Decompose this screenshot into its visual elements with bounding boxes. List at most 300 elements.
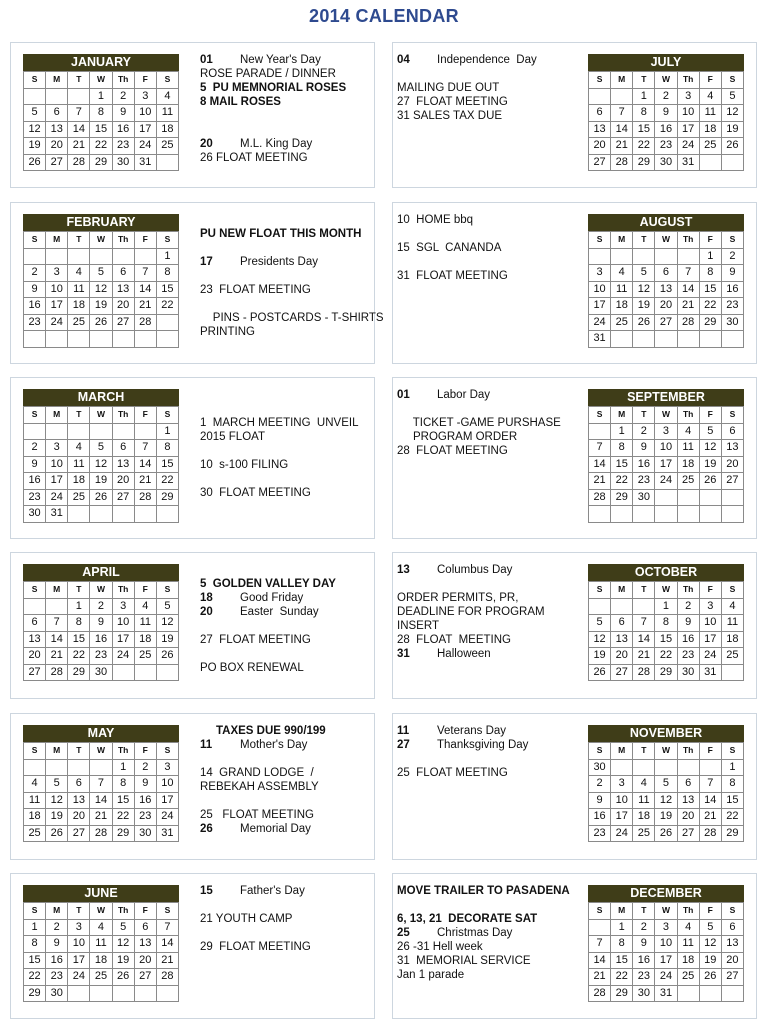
day-cell[interactable]: 18 xyxy=(633,809,655,826)
day-cell[interactable]: 8 xyxy=(633,105,655,122)
day-cell[interactable]: 27 xyxy=(611,664,633,681)
day-cell[interactable]: 29 xyxy=(112,825,134,842)
day-cell[interactable]: 25 xyxy=(68,489,90,506)
day-cell[interactable]: 19 xyxy=(589,648,611,665)
day-cell[interactable]: 13 xyxy=(677,792,699,809)
day-cell[interactable]: 18 xyxy=(156,121,178,138)
day-cell[interactable]: 10 xyxy=(611,792,633,809)
day-cell[interactable]: 17 xyxy=(134,121,156,138)
day-cell[interactable]: 21 xyxy=(589,969,611,986)
day-cell[interactable]: 23 xyxy=(112,138,134,155)
day-cell[interactable]: 14 xyxy=(156,936,178,953)
day-cell[interactable]: 18 xyxy=(611,298,633,315)
day-cell[interactable]: 19 xyxy=(699,456,721,473)
day-cell[interactable]: 31 xyxy=(699,664,721,681)
day-cell[interactable]: 15 xyxy=(24,952,46,969)
day-cell[interactable]: 23 xyxy=(24,314,46,331)
day-cell[interactable]: 9 xyxy=(677,615,699,632)
day-cell[interactable]: 4 xyxy=(68,440,90,457)
day-cell[interactable]: 25 xyxy=(68,314,90,331)
day-cell[interactable]: 31 xyxy=(655,985,677,1002)
day-cell[interactable]: 1 xyxy=(611,423,633,440)
day-cell[interactable]: 9 xyxy=(655,105,677,122)
day-cell[interactable]: 26 xyxy=(90,489,112,506)
day-cell[interactable]: 25 xyxy=(633,825,655,842)
day-cell[interactable]: 25 xyxy=(611,314,633,331)
day-cell[interactable]: 29 xyxy=(655,664,677,681)
day-cell[interactable]: 3 xyxy=(677,88,699,105)
day-cell[interactable]: 5 xyxy=(156,598,178,615)
day-cell[interactable]: 3 xyxy=(46,265,68,282)
day-cell[interactable]: 3 xyxy=(655,919,677,936)
day-cell[interactable]: 22 xyxy=(90,138,112,155)
day-cell[interactable]: 26 xyxy=(90,314,112,331)
day-cell[interactable]: 14 xyxy=(46,631,68,648)
day-cell[interactable]: 9 xyxy=(633,440,655,457)
day-cell[interactable]: 21 xyxy=(46,648,68,665)
day-cell[interactable]: 6 xyxy=(611,615,633,632)
day-cell[interactable]: 10 xyxy=(589,281,611,298)
day-cell[interactable]: 29 xyxy=(68,664,90,681)
day-cell[interactable]: 7 xyxy=(134,265,156,282)
day-cell[interactable]: 15 xyxy=(633,121,655,138)
day-cell[interactable]: 10 xyxy=(46,456,68,473)
day-cell[interactable]: 10 xyxy=(156,776,178,793)
day-cell[interactable]: 14 xyxy=(134,281,156,298)
day-cell[interactable]: 24 xyxy=(655,969,677,986)
day-cell[interactable]: 31 xyxy=(46,506,68,523)
day-cell[interactable]: 17 xyxy=(611,809,633,826)
day-cell[interactable]: 4 xyxy=(156,88,178,105)
day-cell[interactable]: 15 xyxy=(721,792,743,809)
day-cell[interactable]: 10 xyxy=(112,615,134,632)
day-cell[interactable]: 15 xyxy=(90,121,112,138)
day-cell[interactable]: 5 xyxy=(699,423,721,440)
day-cell[interactable]: 23 xyxy=(589,825,611,842)
day-cell[interactable]: 14 xyxy=(589,456,611,473)
day-cell[interactable]: 27 xyxy=(677,825,699,842)
day-cell[interactable]: 12 xyxy=(699,936,721,953)
day-cell[interactable]: 22 xyxy=(721,809,743,826)
day-cell[interactable]: 11 xyxy=(677,440,699,457)
day-cell[interactable]: 6 xyxy=(655,265,677,282)
day-cell[interactable]: 21 xyxy=(699,809,721,826)
day-cell[interactable]: 14 xyxy=(677,281,699,298)
day-cell[interactable]: 30 xyxy=(633,489,655,506)
day-cell[interactable]: 13 xyxy=(589,121,611,138)
day-cell[interactable]: 1 xyxy=(633,88,655,105)
day-cell[interactable]: 26 xyxy=(24,154,46,171)
day-cell[interactable]: 19 xyxy=(24,138,46,155)
day-cell[interactable]: 26 xyxy=(699,473,721,490)
day-cell[interactable]: 13 xyxy=(134,936,156,953)
day-cell[interactable]: 25 xyxy=(24,825,46,842)
day-cell[interactable]: 6 xyxy=(68,776,90,793)
day-cell[interactable]: 27 xyxy=(68,825,90,842)
day-cell[interactable]: 6 xyxy=(677,776,699,793)
day-cell[interactable]: 19 xyxy=(156,631,178,648)
day-cell[interactable]: 22 xyxy=(156,473,178,490)
day-cell[interactable]: 1 xyxy=(156,248,178,265)
day-cell[interactable]: 3 xyxy=(46,440,68,457)
day-cell[interactable]: 11 xyxy=(721,615,743,632)
day-cell[interactable]: 28 xyxy=(677,314,699,331)
day-cell[interactable]: 19 xyxy=(90,298,112,315)
day-cell[interactable]: 26 xyxy=(589,664,611,681)
day-cell[interactable]: 3 xyxy=(112,598,134,615)
day-cell[interactable]: 10 xyxy=(677,105,699,122)
day-cell[interactable]: 23 xyxy=(633,969,655,986)
day-cell[interactable]: 5 xyxy=(589,615,611,632)
day-cell[interactable]: 15 xyxy=(112,792,134,809)
day-cell[interactable]: 24 xyxy=(46,314,68,331)
day-cell[interactable]: 7 xyxy=(677,265,699,282)
day-cell[interactable]: 28 xyxy=(633,664,655,681)
day-cell[interactable]: 17 xyxy=(112,631,134,648)
day-cell[interactable]: 29 xyxy=(611,489,633,506)
day-cell[interactable]: 23 xyxy=(90,648,112,665)
day-cell[interactable]: 25 xyxy=(134,648,156,665)
day-cell[interactable]: 10 xyxy=(699,615,721,632)
day-cell[interactable]: 5 xyxy=(721,88,743,105)
day-cell[interactable]: 7 xyxy=(90,776,112,793)
day-cell[interactable]: 15 xyxy=(611,952,633,969)
day-cell[interactable]: 24 xyxy=(134,138,156,155)
day-cell[interactable]: 18 xyxy=(90,952,112,969)
day-cell[interactable]: 10 xyxy=(655,440,677,457)
day-cell[interactable]: 6 xyxy=(112,440,134,457)
day-cell[interactable]: 9 xyxy=(633,936,655,953)
day-cell[interactable]: 12 xyxy=(112,936,134,953)
day-cell[interactable]: 6 xyxy=(112,265,134,282)
day-cell[interactable]: 17 xyxy=(46,473,68,490)
day-cell[interactable]: 21 xyxy=(611,138,633,155)
day-cell[interactable]: 7 xyxy=(589,936,611,953)
day-cell[interactable]: 10 xyxy=(134,105,156,122)
day-cell[interactable]: 30 xyxy=(633,985,655,1002)
day-cell[interactable]: 17 xyxy=(46,298,68,315)
day-cell[interactable]: 29 xyxy=(633,154,655,171)
day-cell[interactable]: 4 xyxy=(611,265,633,282)
day-cell[interactable]: 3 xyxy=(699,598,721,615)
day-cell[interactable]: 20 xyxy=(134,952,156,969)
day-cell[interactable]: 13 xyxy=(721,936,743,953)
day-cell[interactable]: 26 xyxy=(655,825,677,842)
day-cell[interactable]: 5 xyxy=(46,776,68,793)
day-cell[interactable]: 14 xyxy=(611,121,633,138)
day-cell[interactable]: 28 xyxy=(589,985,611,1002)
day-cell[interactable]: 3 xyxy=(655,423,677,440)
day-cell[interactable]: 16 xyxy=(655,121,677,138)
day-cell[interactable]: 9 xyxy=(721,265,743,282)
day-cell[interactable]: 4 xyxy=(24,776,46,793)
day-cell[interactable]: 19 xyxy=(633,298,655,315)
day-cell[interactable]: 20 xyxy=(611,648,633,665)
day-cell[interactable]: 13 xyxy=(68,792,90,809)
day-cell[interactable]: 7 xyxy=(156,919,178,936)
day-cell[interactable]: 20 xyxy=(112,473,134,490)
day-cell[interactable]: 14 xyxy=(633,631,655,648)
day-cell[interactable]: 14 xyxy=(589,952,611,969)
day-cell[interactable]: 1 xyxy=(655,598,677,615)
day-cell[interactable]: 29 xyxy=(90,154,112,171)
day-cell[interactable]: 11 xyxy=(677,936,699,953)
day-cell[interactable]: 2 xyxy=(677,598,699,615)
day-cell[interactable]: 1 xyxy=(721,759,743,776)
day-cell[interactable]: 24 xyxy=(677,138,699,155)
day-cell[interactable]: 8 xyxy=(721,776,743,793)
day-cell[interactable]: 20 xyxy=(721,456,743,473)
day-cell[interactable]: 11 xyxy=(90,936,112,953)
day-cell[interactable]: 11 xyxy=(68,281,90,298)
day-cell[interactable]: 16 xyxy=(90,631,112,648)
day-cell[interactable]: 28 xyxy=(68,154,90,171)
day-cell[interactable]: 7 xyxy=(611,105,633,122)
day-cell[interactable]: 8 xyxy=(68,615,90,632)
day-cell[interactable]: 21 xyxy=(134,298,156,315)
day-cell[interactable]: 1 xyxy=(156,423,178,440)
day-cell[interactable]: 22 xyxy=(699,298,721,315)
day-cell[interactable]: 26 xyxy=(633,314,655,331)
day-cell[interactable]: 28 xyxy=(156,969,178,986)
day-cell[interactable]: 24 xyxy=(589,314,611,331)
day-cell[interactable]: 7 xyxy=(633,615,655,632)
day-cell[interactable]: 16 xyxy=(24,473,46,490)
day-cell[interactable]: 20 xyxy=(721,952,743,969)
day-cell[interactable]: 18 xyxy=(699,121,721,138)
day-cell[interactable]: 17 xyxy=(655,952,677,969)
day-cell[interactable]: 19 xyxy=(112,952,134,969)
day-cell[interactable]: 12 xyxy=(90,456,112,473)
day-cell[interactable]: 18 xyxy=(68,298,90,315)
day-cell[interactable]: 5 xyxy=(90,440,112,457)
day-cell[interactable]: 28 xyxy=(46,664,68,681)
day-cell[interactable]: 21 xyxy=(677,298,699,315)
day-cell[interactable]: 1 xyxy=(611,919,633,936)
day-cell[interactable]: 27 xyxy=(589,154,611,171)
day-cell[interactable]: 8 xyxy=(90,105,112,122)
day-cell[interactable]: 21 xyxy=(134,473,156,490)
day-cell[interactable]: 11 xyxy=(156,105,178,122)
day-cell[interactable]: 16 xyxy=(134,792,156,809)
day-cell[interactable]: 12 xyxy=(90,281,112,298)
day-cell[interactable]: 23 xyxy=(134,809,156,826)
day-cell[interactable]: 2 xyxy=(721,248,743,265)
day-cell[interactable]: 17 xyxy=(677,121,699,138)
day-cell[interactable]: 1 xyxy=(90,88,112,105)
day-cell[interactable]: 1 xyxy=(68,598,90,615)
day-cell[interactable]: 15 xyxy=(68,631,90,648)
day-cell[interactable]: 28 xyxy=(699,825,721,842)
day-cell[interactable]: 23 xyxy=(46,969,68,986)
day-cell[interactable]: 21 xyxy=(589,473,611,490)
day-cell[interactable]: 29 xyxy=(721,825,743,842)
day-cell[interactable]: 8 xyxy=(611,936,633,953)
day-cell[interactable]: 23 xyxy=(633,473,655,490)
day-cell[interactable]: 6 xyxy=(24,615,46,632)
day-cell[interactable]: 18 xyxy=(677,952,699,969)
day-cell[interactable]: 14 xyxy=(134,456,156,473)
day-cell[interactable]: 4 xyxy=(677,423,699,440)
day-cell[interactable]: 12 xyxy=(46,792,68,809)
day-cell[interactable]: 15 xyxy=(699,281,721,298)
day-cell[interactable]: 2 xyxy=(90,598,112,615)
day-cell[interactable]: 16 xyxy=(721,281,743,298)
day-cell[interactable]: 4 xyxy=(68,265,90,282)
day-cell[interactable]: 30 xyxy=(721,314,743,331)
day-cell[interactable]: 7 xyxy=(589,440,611,457)
day-cell[interactable]: 11 xyxy=(611,281,633,298)
day-cell[interactable]: 2 xyxy=(112,88,134,105)
day-cell[interactable]: 15 xyxy=(156,281,178,298)
day-cell[interactable]: 19 xyxy=(699,952,721,969)
day-cell[interactable]: 2 xyxy=(46,919,68,936)
day-cell[interactable]: 18 xyxy=(24,809,46,826)
day-cell[interactable]: 19 xyxy=(90,473,112,490)
day-cell[interactable]: 22 xyxy=(655,648,677,665)
day-cell[interactable]: 11 xyxy=(68,456,90,473)
day-cell[interactable]: 20 xyxy=(677,809,699,826)
day-cell[interactable]: 16 xyxy=(633,952,655,969)
day-cell[interactable]: 11 xyxy=(633,792,655,809)
day-cell[interactable]: 20 xyxy=(46,138,68,155)
day-cell[interactable]: 5 xyxy=(633,265,655,282)
day-cell[interactable]: 12 xyxy=(655,792,677,809)
day-cell[interactable]: 22 xyxy=(633,138,655,155)
day-cell[interactable]: 9 xyxy=(112,105,134,122)
day-cell[interactable]: 22 xyxy=(68,648,90,665)
day-cell[interactable]: 22 xyxy=(611,969,633,986)
day-cell[interactable]: 4 xyxy=(134,598,156,615)
day-cell[interactable]: 21 xyxy=(68,138,90,155)
day-cell[interactable]: 20 xyxy=(589,138,611,155)
day-cell[interactable]: 10 xyxy=(68,936,90,953)
day-cell[interactable]: 7 xyxy=(46,615,68,632)
day-cell[interactable]: 1 xyxy=(699,248,721,265)
day-cell[interactable]: 22 xyxy=(112,809,134,826)
day-cell[interactable]: 25 xyxy=(721,648,743,665)
day-cell[interactable]: 26 xyxy=(112,969,134,986)
day-cell[interactable]: 30 xyxy=(655,154,677,171)
day-cell[interactable]: 19 xyxy=(655,809,677,826)
day-cell[interactable]: 21 xyxy=(633,648,655,665)
day-cell[interactable]: 29 xyxy=(156,489,178,506)
day-cell[interactable]: 2 xyxy=(633,919,655,936)
day-cell[interactable]: 14 xyxy=(90,792,112,809)
day-cell[interactable]: 2 xyxy=(655,88,677,105)
day-cell[interactable]: 26 xyxy=(46,825,68,842)
day-cell[interactable]: 27 xyxy=(46,154,68,171)
day-cell[interactable]: 12 xyxy=(24,121,46,138)
day-cell[interactable]: 13 xyxy=(112,281,134,298)
day-cell[interactable]: 26 xyxy=(699,969,721,986)
day-cell[interactable]: 25 xyxy=(677,473,699,490)
day-cell[interactable]: 13 xyxy=(46,121,68,138)
day-cell[interactable]: 4 xyxy=(721,598,743,615)
day-cell[interactable]: 12 xyxy=(156,615,178,632)
day-cell[interactable]: 27 xyxy=(112,314,134,331)
day-cell[interactable]: 12 xyxy=(699,440,721,457)
day-cell[interactable]: 9 xyxy=(24,281,46,298)
day-cell[interactable]: 29 xyxy=(611,985,633,1002)
day-cell[interactable]: 20 xyxy=(655,298,677,315)
day-cell[interactable]: 26 xyxy=(721,138,743,155)
day-cell[interactable]: 16 xyxy=(677,631,699,648)
day-cell[interactable]: 9 xyxy=(589,792,611,809)
day-cell[interactable]: 16 xyxy=(589,809,611,826)
day-cell[interactable]: 17 xyxy=(68,952,90,969)
day-cell[interactable]: 11 xyxy=(699,105,721,122)
day-cell[interactable]: 5 xyxy=(112,919,134,936)
day-cell[interactable]: 4 xyxy=(677,919,699,936)
day-cell[interactable]: 24 xyxy=(68,969,90,986)
day-cell[interactable]: 13 xyxy=(112,456,134,473)
day-cell[interactable]: 8 xyxy=(112,776,134,793)
day-cell[interactable]: 24 xyxy=(611,825,633,842)
day-cell[interactable]: 13 xyxy=(611,631,633,648)
day-cell[interactable]: 23 xyxy=(24,489,46,506)
day-cell[interactable]: 27 xyxy=(655,314,677,331)
day-cell[interactable]: 31 xyxy=(134,154,156,171)
day-cell[interactable]: 18 xyxy=(68,473,90,490)
day-cell[interactable]: 27 xyxy=(24,664,46,681)
day-cell[interactable]: 2 xyxy=(633,423,655,440)
day-cell[interactable]: 4 xyxy=(633,776,655,793)
day-cell[interactable]: 19 xyxy=(46,809,68,826)
day-cell[interactable]: 14 xyxy=(699,792,721,809)
day-cell[interactable]: 3 xyxy=(134,88,156,105)
day-cell[interactable]: 17 xyxy=(699,631,721,648)
day-cell[interactable]: 16 xyxy=(112,121,134,138)
day-cell[interactable]: 15 xyxy=(611,456,633,473)
day-cell[interactable]: 9 xyxy=(134,776,156,793)
day-cell[interactable]: 29 xyxy=(24,985,46,1002)
day-cell[interactable]: 13 xyxy=(24,631,46,648)
day-cell[interactable]: 25 xyxy=(156,138,178,155)
day-cell[interactable]: 8 xyxy=(24,936,46,953)
day-cell[interactable]: 17 xyxy=(156,792,178,809)
day-cell[interactable]: 16 xyxy=(46,952,68,969)
day-cell[interactable]: 30 xyxy=(134,825,156,842)
day-cell[interactable]: 26 xyxy=(156,648,178,665)
day-cell[interactable]: 6 xyxy=(721,919,743,936)
day-cell[interactable]: 30 xyxy=(677,664,699,681)
day-cell[interactable]: 6 xyxy=(721,423,743,440)
day-cell[interactable]: 2 xyxy=(24,440,46,457)
day-cell[interactable]: 20 xyxy=(68,809,90,826)
day-cell[interactable]: 4 xyxy=(90,919,112,936)
day-cell[interactable]: 24 xyxy=(699,648,721,665)
day-cell[interactable]: 31 xyxy=(677,154,699,171)
day-cell[interactable]: 13 xyxy=(655,281,677,298)
day-cell[interactable]: 15 xyxy=(156,456,178,473)
day-cell[interactable]: 27 xyxy=(721,473,743,490)
day-cell[interactable]: 28 xyxy=(90,825,112,842)
day-cell[interactable]: 3 xyxy=(611,776,633,793)
day-cell[interactable]: 19 xyxy=(721,121,743,138)
day-cell[interactable]: 8 xyxy=(655,615,677,632)
day-cell[interactable]: 24 xyxy=(156,809,178,826)
day-cell[interactable]: 16 xyxy=(633,456,655,473)
day-cell[interactable]: 9 xyxy=(90,615,112,632)
day-cell[interactable]: 3 xyxy=(68,919,90,936)
day-cell[interactable]: 8 xyxy=(156,440,178,457)
day-cell[interactable]: 23 xyxy=(655,138,677,155)
day-cell[interactable]: 2 xyxy=(24,265,46,282)
day-cell[interactable]: 24 xyxy=(655,473,677,490)
day-cell[interactable]: 18 xyxy=(721,631,743,648)
day-cell[interactable]: 25 xyxy=(90,969,112,986)
